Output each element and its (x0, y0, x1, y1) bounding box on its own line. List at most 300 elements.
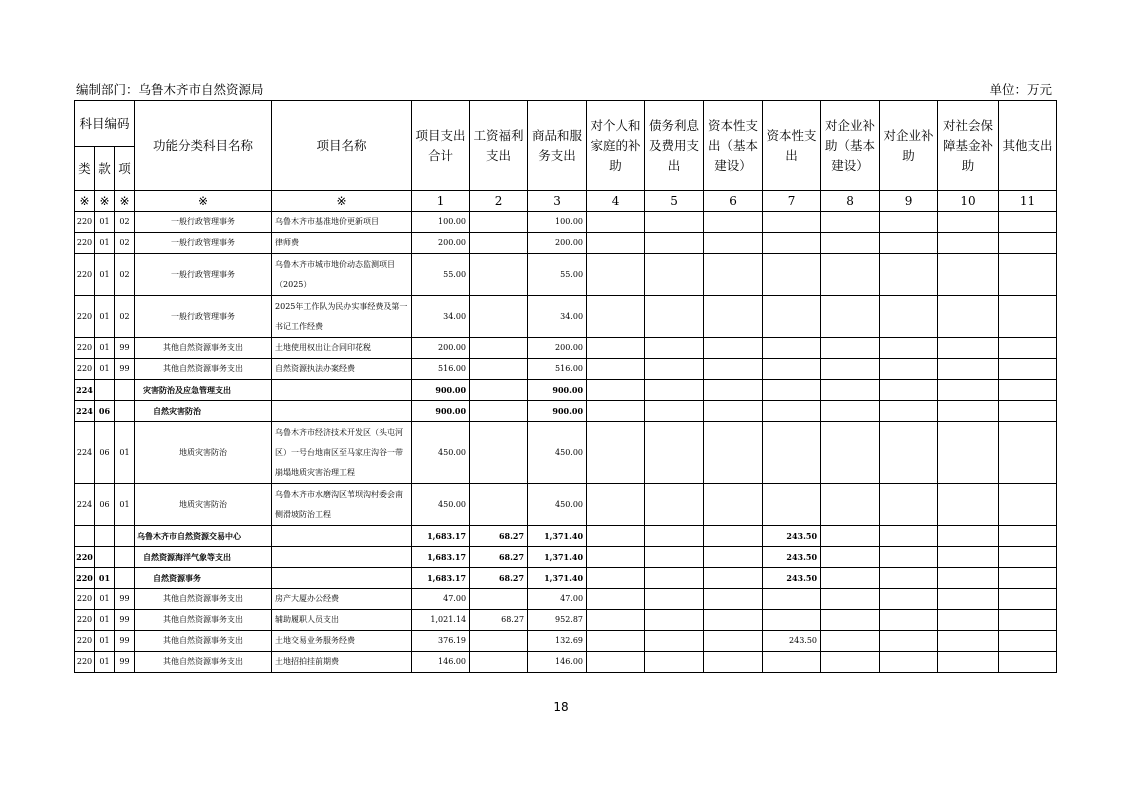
kuan-cell: 01 (95, 631, 115, 652)
c11-value-cell (999, 422, 1057, 484)
c1-value-cell: 1,683.17 (412, 568, 470, 589)
c1-value-cell: 47.00 (412, 589, 470, 610)
xiang-cell: 99 (115, 338, 135, 359)
c3-value-cell: 450.00 (528, 484, 587, 526)
c7-value-cell (763, 652, 821, 673)
c7-value-cell (763, 254, 821, 296)
c5-value-cell (645, 568, 704, 589)
xiang-cell: 99 (115, 589, 135, 610)
proj-name-cell: 土地交易业务服务经费 (272, 631, 412, 652)
table-row (75, 422, 1057, 484)
table-row (75, 233, 1057, 254)
index-cell: 8 (821, 191, 880, 212)
lei-cell: 224 (75, 401, 95, 422)
proj-name-cell: 土地使用权出让合同印花税 (272, 338, 412, 359)
c7-value-cell: 243.50 (763, 568, 821, 589)
c10-value-cell (938, 338, 999, 359)
func-name-header: 功能分类科目名称 (135, 101, 272, 191)
c8-value-cell (821, 338, 880, 359)
c8-value-cell (821, 359, 880, 380)
kuan-cell: 01 (95, 296, 115, 338)
c1-value-cell: 55.00 (412, 254, 470, 296)
c2-value-cell (470, 296, 528, 338)
table-row (75, 631, 1057, 652)
func-name-cell: 自然灾害防治 (135, 401, 272, 422)
table-row (75, 568, 1057, 589)
c8-value-cell (821, 422, 880, 484)
xiang-cell: 02 (115, 254, 135, 296)
c5-value-cell (645, 401, 704, 422)
c7-value-cell (763, 422, 821, 484)
c11-value-cell (999, 547, 1057, 568)
func-name-cell: 一般行政管理事务 (135, 233, 272, 254)
c7-value-cell (763, 589, 821, 610)
c7-value-cell (763, 484, 821, 526)
c3-value-cell: 952.87 (528, 610, 587, 631)
c6-value-cell (704, 526, 763, 547)
proj-name-cell: 乌鲁木齐市水磨沟区苇坝沟村委会南侧滑坡防治工程 (272, 484, 412, 526)
index-cell: 2 (470, 191, 528, 212)
lei-cell: 220 (75, 631, 95, 652)
c10-value-cell (938, 610, 999, 631)
c4-value-cell (587, 526, 645, 547)
c8-value-cell (821, 233, 880, 254)
c6-value-cell (704, 296, 763, 338)
proj-name-cell: 乌鲁木齐市基准地价更新项目 (272, 212, 412, 233)
col1-header: 项目支出合计 (412, 101, 470, 191)
xiang-cell: 02 (115, 212, 135, 233)
c6-value-cell (704, 338, 763, 359)
func-name-cell: 其他自然资源事务支出 (135, 652, 272, 673)
table-row (75, 296, 1057, 338)
c4-value-cell (587, 484, 645, 526)
xiang-cell (115, 380, 135, 401)
c8-value-cell (821, 610, 880, 631)
table-row (75, 401, 1057, 422)
c3-value-cell: 132.69 (528, 631, 587, 652)
col7-header: 资本性支出 (763, 101, 821, 191)
c11-value-cell (999, 526, 1057, 547)
c5-value-cell (645, 338, 704, 359)
c1-value-cell: 1,683.17 (412, 547, 470, 568)
c9-value-cell (880, 380, 938, 401)
func-name-cell: 其他自然资源事务支出 (135, 610, 272, 631)
c11-value-cell (999, 359, 1057, 380)
c8-value-cell (821, 296, 880, 338)
c9-value-cell (880, 359, 938, 380)
c4-value-cell (587, 359, 645, 380)
kuan-cell: 01 (95, 589, 115, 610)
c6-value-cell (704, 652, 763, 673)
c3-value-cell: 516.00 (528, 359, 587, 380)
proj-name-cell: 2025年工作队为民办实事经费及第一书记工作经费 (272, 296, 412, 338)
col4-header: 对个人和家庭的补助 (587, 101, 645, 191)
c2-value-cell: 68.27 (470, 568, 528, 589)
c10-value-cell (938, 254, 999, 296)
c9-value-cell (880, 610, 938, 631)
c5-value-cell (645, 484, 704, 526)
col6-header: 资本性支出（基本建设） (704, 101, 763, 191)
c4-value-cell (587, 547, 645, 568)
col9-header: 对企业补助 (880, 101, 938, 191)
c5-value-cell (645, 296, 704, 338)
c4-value-cell (587, 589, 645, 610)
c3-value-cell: 1,371.40 (528, 547, 587, 568)
col8-header: 对企业补助（基本建设） (821, 101, 880, 191)
index-cell: ※ (115, 191, 135, 212)
c9-value-cell (880, 212, 938, 233)
lei-cell: 224 (75, 380, 95, 401)
c7-value-cell: 243.50 (763, 547, 821, 568)
kuan-cell: 01 (95, 652, 115, 673)
c3-value-cell: 900.00 (528, 380, 587, 401)
proj-name-header: 项目名称 (272, 101, 412, 191)
c8-value-cell (821, 212, 880, 233)
xiang-cell: 01 (115, 422, 135, 484)
c11-value-cell (999, 254, 1057, 296)
c9-value-cell (880, 631, 938, 652)
func-name-cell: 其他自然资源事务支出 (135, 589, 272, 610)
c3-value-cell: 47.00 (528, 589, 587, 610)
func-name-cell: 自然资源海洋气象等支出 (135, 547, 272, 568)
c2-value-cell (470, 589, 528, 610)
c10-value-cell (938, 484, 999, 526)
proj-name-cell: 律师费 (272, 233, 412, 254)
c3-value-cell: 900.00 (528, 401, 587, 422)
xiang-cell: 01 (115, 484, 135, 526)
c1-value-cell: 450.00 (412, 422, 470, 484)
c5-value-cell (645, 652, 704, 673)
c10-value-cell (938, 380, 999, 401)
index-cell: 9 (880, 191, 938, 212)
c11-value-cell (999, 652, 1057, 673)
c7-value-cell (763, 338, 821, 359)
kuan-cell: 01 (95, 359, 115, 380)
proj-name-cell: 辅助履职人员支出 (272, 610, 412, 631)
c8-value-cell (821, 484, 880, 526)
table-body (75, 212, 1057, 673)
c3-value-cell: 146.00 (528, 652, 587, 673)
c6-value-cell (704, 380, 763, 401)
col10-header: 对社会保障基金补助 (938, 101, 999, 191)
c10-value-cell (938, 296, 999, 338)
c7-value-cell: 243.50 (763, 526, 821, 547)
c11-value-cell (999, 380, 1057, 401)
xiang-cell: 99 (115, 652, 135, 673)
proj-name-cell: 乌鲁木齐市经济技术开发区（头屯河区）一号台地南区至马家庄沟谷一带崩塌地质灾害治理工程 (272, 422, 412, 484)
kuan-cell: 01 (95, 338, 115, 359)
c2-value-cell (470, 401, 528, 422)
lei-cell: 220 (75, 589, 95, 610)
index-cell: ※ (135, 191, 272, 212)
col5-header: 债务利息及费用支出 (645, 101, 704, 191)
lei-cell: 220 (75, 212, 95, 233)
func-name-cell: 一般行政管理事务 (135, 212, 272, 233)
c2-value-cell (470, 484, 528, 526)
c2-value-cell: 68.27 (470, 610, 528, 631)
c8-value-cell (821, 401, 880, 422)
c6-value-cell (704, 484, 763, 526)
xiang-cell: 99 (115, 631, 135, 652)
c2-value-cell (470, 631, 528, 652)
kuan-cell: 01 (95, 568, 115, 589)
c10-value-cell (938, 233, 999, 254)
xiang-cell (115, 526, 135, 547)
lei-cell: 220 (75, 254, 95, 296)
code-group-header: 科目编码 (75, 101, 135, 147)
c5-value-cell (645, 359, 704, 380)
c10-value-cell (938, 631, 999, 652)
c1-value-cell: 450.00 (412, 484, 470, 526)
c8-value-cell (821, 254, 880, 296)
c8-value-cell (821, 526, 880, 547)
c4-value-cell (587, 631, 645, 652)
department-label: 编制部门：乌鲁木齐市自然资源局 (76, 82, 264, 97)
c3-value-cell: 450.00 (528, 422, 587, 484)
lei-cell (75, 526, 95, 547)
c2-value-cell: 68.27 (470, 526, 528, 547)
lei-cell: 220 (75, 359, 95, 380)
func-name-cell: 其他自然资源事务支出 (135, 359, 272, 380)
c5-value-cell (645, 547, 704, 568)
kuan-cell: 01 (95, 233, 115, 254)
func-name-cell: 其他自然资源事务支出 (135, 631, 272, 652)
c9-value-cell (880, 233, 938, 254)
c3-value-cell: 200.00 (528, 338, 587, 359)
c4-value-cell (587, 610, 645, 631)
proj-name-cell (272, 380, 412, 401)
table-row (75, 484, 1057, 526)
c8-value-cell (821, 652, 880, 673)
c9-value-cell (880, 484, 938, 526)
c5-value-cell (645, 610, 704, 631)
c11-value-cell (999, 610, 1057, 631)
c8-value-cell (821, 589, 880, 610)
c9-value-cell (880, 568, 938, 589)
c10-value-cell (938, 212, 999, 233)
c6-value-cell (704, 631, 763, 652)
c6-value-cell (704, 359, 763, 380)
c3-value-cell: 1,371.40 (528, 526, 587, 547)
c4-value-cell (587, 338, 645, 359)
index-cell: 10 (938, 191, 999, 212)
xiang-cell (115, 547, 135, 568)
c5-value-cell (645, 589, 704, 610)
func-name-cell: 地质灾害防治 (135, 422, 272, 484)
c4-value-cell (587, 254, 645, 296)
kuan-cell: 06 (95, 401, 115, 422)
table-row (75, 380, 1057, 401)
c9-value-cell (880, 526, 938, 547)
c5-value-cell (645, 254, 704, 296)
table-row (75, 359, 1057, 380)
c10-value-cell (938, 547, 999, 568)
c3-value-cell: 34.00 (528, 296, 587, 338)
func-name-cell: 地质灾害防治 (135, 484, 272, 526)
c9-value-cell (880, 338, 938, 359)
index-row (75, 191, 1057, 212)
page-number: 18 (553, 700, 569, 714)
lei-cell: 220 (75, 547, 95, 568)
unit-label: 单位：万元 (989, 82, 1052, 97)
kuan-cell: 01 (95, 254, 115, 296)
c2-value-cell (470, 233, 528, 254)
c9-value-cell (880, 422, 938, 484)
c7-value-cell (763, 380, 821, 401)
c4-value-cell (587, 296, 645, 338)
index-cell: 1 (412, 191, 470, 212)
index-cell: 5 (645, 191, 704, 212)
c7-value-cell (763, 359, 821, 380)
c8-value-cell (821, 631, 880, 652)
index-cell: ※ (75, 191, 95, 212)
c10-value-cell (938, 526, 999, 547)
index-cell: ※ (272, 191, 412, 212)
lei-cell: 224 (75, 422, 95, 484)
proj-name-cell (272, 568, 412, 589)
c9-value-cell (880, 401, 938, 422)
xiang-cell (115, 401, 135, 422)
c3-value-cell: 100.00 (528, 212, 587, 233)
kuan-cell (95, 526, 115, 547)
kuan-cell: 01 (95, 212, 115, 233)
c1-value-cell: 200.00 (412, 338, 470, 359)
xiang-cell: 02 (115, 233, 135, 254)
c11-value-cell (999, 296, 1057, 338)
c9-value-cell (880, 547, 938, 568)
table-row (75, 547, 1057, 568)
c5-value-cell (645, 212, 704, 233)
proj-name-cell: 自然资源执法办案经费 (272, 359, 412, 380)
col3-header: 商品和服务支出 (528, 101, 587, 191)
c8-value-cell (821, 547, 880, 568)
c7-value-cell (763, 233, 821, 254)
c1-value-cell: 200.00 (412, 233, 470, 254)
kuan-cell: 06 (95, 422, 115, 484)
c3-value-cell: 200.00 (528, 233, 587, 254)
xiang-header: 项 (115, 147, 135, 191)
table-row (75, 652, 1057, 673)
table-row (75, 254, 1057, 296)
lei-cell: 220 (75, 610, 95, 631)
c6-value-cell (704, 401, 763, 422)
c2-value-cell: 68.27 (470, 547, 528, 568)
func-name-cell: 自然资源事务 (135, 568, 272, 589)
c11-value-cell (999, 589, 1057, 610)
c11-value-cell (999, 484, 1057, 526)
c1-value-cell: 1,683.17 (412, 526, 470, 547)
c9-value-cell (880, 652, 938, 673)
index-cell: 3 (528, 191, 587, 212)
proj-name-cell: 土地招拍挂前期费 (272, 652, 412, 673)
proj-name-cell (272, 547, 412, 568)
c6-value-cell (704, 589, 763, 610)
xiang-cell: 02 (115, 296, 135, 338)
c4-value-cell (587, 401, 645, 422)
proj-name-cell (272, 401, 412, 422)
c6-value-cell (704, 233, 763, 254)
c8-value-cell (821, 380, 880, 401)
c3-value-cell: 1,371.40 (528, 568, 587, 589)
c2-value-cell (470, 359, 528, 380)
c4-value-cell (587, 233, 645, 254)
func-name-cell: 乌鲁木齐市自然资源交易中心 (135, 526, 272, 547)
c2-value-cell (470, 338, 528, 359)
c2-value-cell (470, 254, 528, 296)
table-row (75, 526, 1057, 547)
c4-value-cell (587, 422, 645, 484)
c11-value-cell (999, 568, 1057, 589)
table-row (75, 610, 1057, 631)
c11-value-cell (999, 233, 1057, 254)
col2-header: 工资福利支出 (470, 101, 528, 191)
c2-value-cell (470, 212, 528, 233)
c6-value-cell (704, 422, 763, 484)
c8-value-cell (821, 568, 880, 589)
func-name-cell: 其他自然资源事务支出 (135, 338, 272, 359)
c9-value-cell (880, 296, 938, 338)
c1-value-cell: 900.00 (412, 401, 470, 422)
kuan-cell (95, 547, 115, 568)
func-name-cell: 灾害防治及应急管理支出 (135, 380, 272, 401)
c1-value-cell: 1,021.14 (412, 610, 470, 631)
table-row (75, 212, 1057, 233)
func-name-cell: 一般行政管理事务 (135, 254, 272, 296)
lei-cell: 220 (75, 652, 95, 673)
project-expenditure-table (74, 100, 1057, 673)
c4-value-cell (587, 380, 645, 401)
proj-name-cell: 乌鲁木齐市城市地价动态监测项目（2025） (272, 254, 412, 296)
c10-value-cell (938, 422, 999, 484)
xiang-cell (115, 568, 135, 589)
c6-value-cell (704, 610, 763, 631)
index-cell: ※ (95, 191, 115, 212)
c2-value-cell (470, 422, 528, 484)
c4-value-cell (587, 652, 645, 673)
table-row (75, 589, 1057, 610)
col11-header: 其他支出 (999, 101, 1057, 191)
c9-value-cell (880, 254, 938, 296)
index-cell: 11 (999, 191, 1057, 212)
lei-cell: 220 (75, 233, 95, 254)
c10-value-cell (938, 359, 999, 380)
c6-value-cell (704, 254, 763, 296)
c11-value-cell (999, 212, 1057, 233)
c1-value-cell: 900.00 (412, 380, 470, 401)
c5-value-cell (645, 526, 704, 547)
c2-value-cell (470, 380, 528, 401)
index-cell: 6 (704, 191, 763, 212)
proj-name-cell (272, 526, 412, 547)
c7-value-cell (763, 401, 821, 422)
index-cell: 7 (763, 191, 821, 212)
index-cell: 4 (587, 191, 645, 212)
xiang-cell: 99 (115, 359, 135, 380)
c10-value-cell (938, 568, 999, 589)
c7-value-cell (763, 610, 821, 631)
c7-value-cell (763, 212, 821, 233)
c1-value-cell: 516.00 (412, 359, 470, 380)
c10-value-cell (938, 652, 999, 673)
c1-value-cell: 146.00 (412, 652, 470, 673)
c11-value-cell (999, 631, 1057, 652)
c3-value-cell: 55.00 (528, 254, 587, 296)
func-name-cell: 一般行政管理事务 (135, 296, 272, 338)
c4-value-cell (587, 568, 645, 589)
lei-cell: 220 (75, 568, 95, 589)
c2-value-cell (470, 652, 528, 673)
c5-value-cell (645, 233, 704, 254)
